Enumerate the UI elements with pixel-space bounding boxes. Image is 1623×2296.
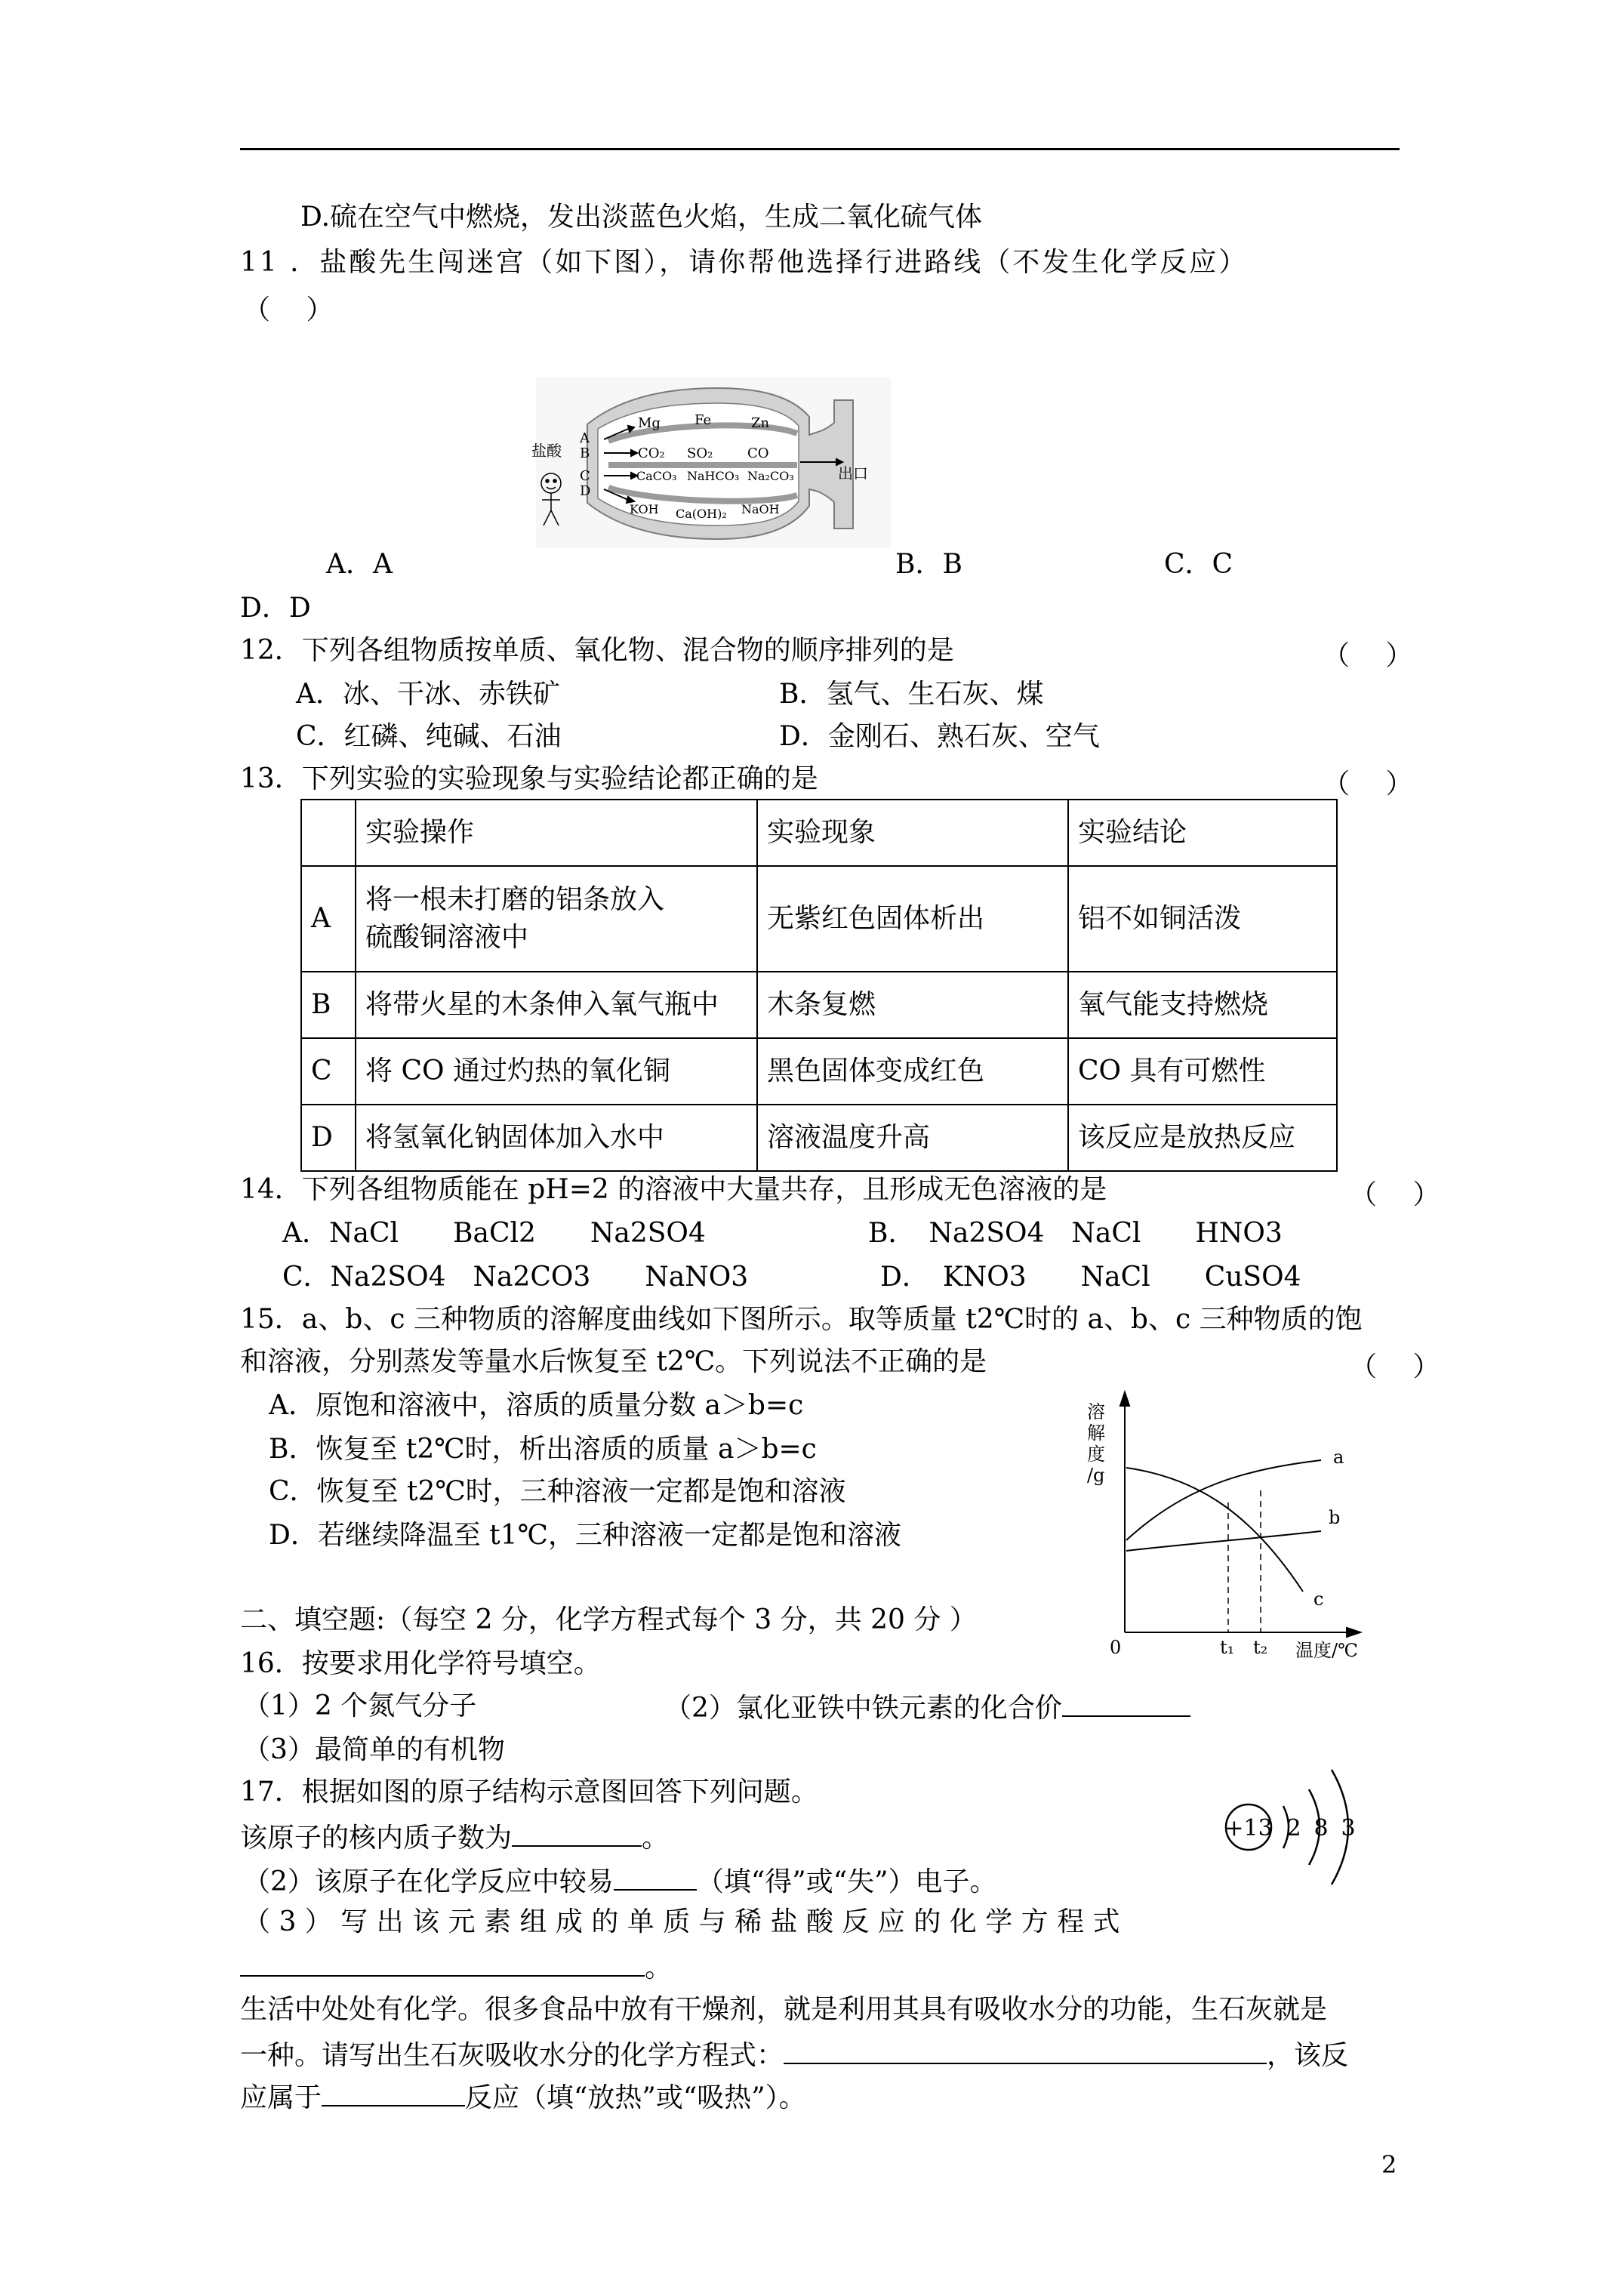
q17-line1-text: 该原子的核内质子数为 [240, 1823, 513, 1854]
q16-item2 [664, 1690, 1190, 1724]
q17-line3: （ 3 ） 写 出 该 元 素 组 成 的 单 质 与 稀 盐 酸 反 应 的 化 学 方 程 式 [243, 1906, 1120, 1937]
lime-equation-blank[interactable] [784, 2037, 1267, 2064]
q17-line4-end: 。 [645, 1952, 673, 1983]
q14-option-b: B． Na2SO4 NaCl HNO3 [868, 1218, 1283, 1249]
x-axis-label: 温度/℃ [1295, 1640, 1358, 1661]
operation-cell [356, 866, 757, 972]
table-row [301, 972, 1337, 1038]
q17-line2-text: （2）该原子在化学反应中较易 [243, 1866, 614, 1897]
maze-item: Fe [694, 412, 712, 428]
maze-item: CO [747, 445, 769, 461]
table-header-cell: 实验结论 [1068, 800, 1337, 866]
table-row [301, 866, 1337, 972]
q11-option-a: A．A [326, 549, 393, 580]
shell-3-electrons: 3 [1341, 1815, 1356, 1841]
curve-label-c: c [1313, 1589, 1324, 1610]
q11-option-b: B．B [895, 549, 962, 580]
table-header-row [301, 800, 1337, 866]
maze-route-label: B [580, 445, 590, 461]
q18-line2-text: 一种。请写出生石灰吸收水分的化学方程式： [240, 2040, 784, 2071]
row-id: D [301, 1105, 356, 1171]
page-number: 2 [1381, 2150, 1397, 2179]
q15-stem-line2: 和溶液，分别蒸发等量水后恢复至 t2℃。下列说法不正确的是 [240, 1346, 987, 1377]
maze-item: Mg [638, 415, 661, 431]
y-axis-label-char: 度 [1087, 1444, 1105, 1465]
q14-answer-paren: （ ） [1350, 1179, 1440, 1210]
conclusion-cell: 氧气能支持燃烧 [1068, 972, 1337, 1038]
q12-option-a: A．冰、干冰、赤铁矿 [296, 679, 560, 710]
phenomenon-cell: 木条复燃 [757, 972, 1068, 1038]
row-id: C [301, 1038, 356, 1105]
q15-option-a: A．原饱和溶液中，溶质的质量分数 a＞b=c [269, 1390, 804, 1421]
q17-line1-end: 。 [642, 1823, 670, 1854]
maze-item: Ca(OH)₂ [676, 507, 727, 521]
q17-line1 [240, 1820, 669, 1854]
curve-b [1126, 1531, 1321, 1551]
q16-item1: （1）2 个氮气分子 [243, 1690, 477, 1721]
table-header-cell [301, 800, 356, 866]
curve-label-b: b [1329, 1507, 1341, 1528]
q15-stem-line1: 15．a、b、c 三种物质的溶解度曲线如下图所示。取等质量 t2℃时的 a、b、c 三种物质的饱 [240, 1304, 1363, 1335]
equation-blank[interactable] [240, 1949, 645, 1977]
shell-1-electrons: 2 [1286, 1815, 1301, 1841]
operation-line: 硫酸铜溶液中 [365, 922, 529, 953]
proton-count-blank[interactable] [512, 1820, 642, 1847]
q16-item2-text: （2）氯化亚铁中铁元素的化合价 [664, 1693, 1062, 1724]
solubility-curve-graph [1072, 1388, 1374, 1660]
table-row [301, 1038, 1337, 1105]
q14-stem: 14．下列各组物质能在 pH=2 的溶液中大量共存，且形成无色溶液的是 [240, 1174, 1107, 1205]
maze-entrance-label: 盐酸 [531, 442, 562, 460]
maze-item: NaOH [741, 502, 780, 516]
q13-stem: 13．下列实验的实验现象与实验结论都正确的是 [240, 763, 818, 794]
y-axis-unit: /g [1087, 1465, 1105, 1486]
q14-option-d: D． KNO3 NaCl CuSO4 [880, 1262, 1301, 1293]
q17-line4 [240, 1949, 672, 1984]
shell-2-electrons: 8 [1313, 1815, 1329, 1841]
origin-label: 0 [1110, 1637, 1122, 1658]
q13-answer-paren: （ ） [1323, 769, 1413, 800]
maze-item: NaHCO₃ [687, 469, 740, 483]
table-header-cell: 实验现象 [757, 800, 1068, 866]
reaction-type-blank[interactable] [322, 2079, 465, 2106]
q15-option-c: C．恢复至 t2℃时，三种溶液一定都是饱和溶液 [269, 1476, 846, 1507]
maze-item: CaCO₃ [636, 469, 677, 483]
q11-stem: 11 ．盐酸先生闯迷宫（如下图），请你帮他选择行进路线（不发生化学反应） [240, 247, 1249, 278]
conclusion-cell: 该反应是放热反应 [1068, 1105, 1337, 1171]
q15-answer-paren: （ ） [1350, 1351, 1440, 1382]
q17-line2-end: （填“得”或“失”）电子。 [696, 1866, 997, 1897]
maze-item: CO₂ [638, 445, 665, 461]
curve-a [1126, 1460, 1321, 1540]
section2-heading: 二、填空题:（每空 2 分，化学方程式每个 3 分，共 20 分 ） [240, 1604, 977, 1635]
maze-figure [531, 378, 891, 548]
maze-route-label: D [580, 483, 591, 499]
header-rule [240, 148, 1400, 150]
table-header-cell: 实验操作 [356, 800, 757, 866]
q10-option-d: D.硫在空气中燃烧，发出淡蓝色火焰，生成二氧化硫气体 [300, 202, 983, 233]
maze-exit-label: 出口 [838, 464, 868, 482]
q12-option-b: B．氢气、生石灰、煤 [779, 679, 1044, 710]
q18-line3-text: 应属于 [240, 2082, 322, 2113]
q17-line2 [243, 1863, 997, 1898]
q16-stem: 16．按要求用化学符号填空。 [240, 1648, 601, 1679]
q12-option-c: C．红磷、纯碱、石油 [296, 721, 562, 752]
q14-option-c: C．Na2SO4 Na2CO3 NaNO3 [282, 1262, 749, 1293]
gain-lose-blank[interactable] [614, 1863, 697, 1891]
row-id: A [301, 866, 356, 972]
conclusion-cell: CO 具有可燃性 [1068, 1038, 1337, 1105]
operation-cell: 将带火星的木条伸入氧气瓶中 [356, 972, 757, 1038]
q17-stem: 17．根据如图的原子结构示意图回答下列问题。 [240, 1777, 818, 1808]
q18-line2-end: ，该反 [1267, 2040, 1349, 2071]
table-row [301, 1105, 1337, 1171]
operation-cell: 将 CO 通过灼热的氧化铜 [356, 1038, 757, 1105]
phenomenon-cell: 黑色固体变成红色 [757, 1038, 1068, 1105]
q18-line3-end: 反应（填“放热”或“吸热”）。 [465, 2082, 806, 2113]
operation-cell: 将氢氧化钠固体加入水中 [356, 1105, 757, 1171]
q18-line2 [240, 2037, 1348, 2072]
q16-item2-answer-blank[interactable] [1062, 1690, 1190, 1717]
maze-item: SO₂ [687, 445, 713, 461]
maze-item: Na₂CO₃ [747, 469, 794, 483]
maze-route-label: C [580, 468, 590, 484]
maze-item: Zn [751, 415, 770, 431]
q12-option-d: D．金刚石、熟石灰、空气 [779, 721, 1100, 752]
nucleus-charge: +13 [1224, 1815, 1273, 1841]
q15-option-d: D．若继续降温至 t1℃，三种溶液一定都是饱和溶液 [269, 1520, 901, 1551]
phenomenon-cell: 无紫红色固体析出 [757, 866, 1068, 972]
q11-answer-paren: （ ） [243, 294, 334, 325]
maze-item: KOH [630, 502, 659, 516]
q15-option-b: B．恢复至 t2℃时，析出溶质的质量 a＞b=c [269, 1434, 817, 1465]
q11-option-d: D．D [240, 593, 311, 624]
experiment-table [300, 799, 1338, 1172]
q11-option-c: C．C [1164, 549, 1233, 580]
q16-item3: （3）最简单的有机物 [243, 1734, 505, 1765]
phenomenon-cell: 溶液温度升高 [757, 1105, 1068, 1171]
t1-tick-label: t₁ [1220, 1637, 1235, 1658]
q12-stem: 12．下列各组物质按单质、氧化物、混合物的顺序排列的是 [240, 635, 954, 666]
q14-option-a: A．NaCl BaCl2 Na2SO4 [282, 1218, 706, 1249]
curve-c [1126, 1468, 1303, 1592]
curve-label-a: a [1333, 1447, 1344, 1468]
q18-line1: 生活中处处有化学。很多食品中放有干燥剂，就是利用其具有吸收水分的功能，生石灰就是 [240, 1994, 1328, 2025]
q12-answer-paren: （ ） [1323, 640, 1413, 671]
t2-tick-label: t₂ [1253, 1637, 1268, 1658]
row-id: B [301, 972, 356, 1038]
conclusion-cell: 铝不如铜活泼 [1068, 866, 1337, 972]
y-axis-label-char: 溶 [1087, 1401, 1105, 1422]
maze-route-label: A [580, 430, 590, 446]
q18-line3 [240, 2079, 806, 2114]
atom-structure-diagram [1218, 1737, 1369, 1918]
y-axis-label-char: 解 [1087, 1422, 1105, 1444]
operation-line: 将一根未打磨的铝条放入 [365, 883, 665, 915]
